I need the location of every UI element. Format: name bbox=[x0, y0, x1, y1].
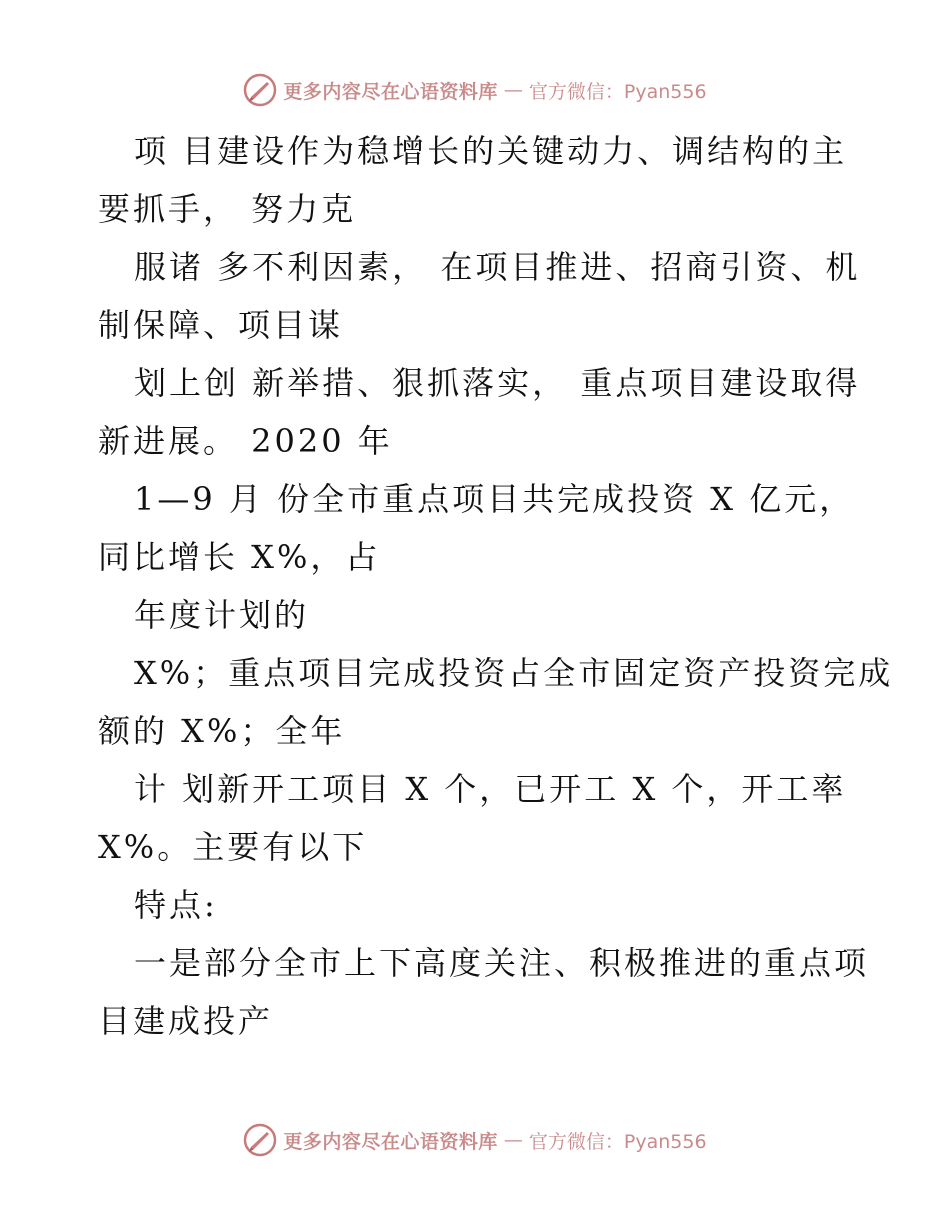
banner-wechat-id: 官方微信：Pyan556 bbox=[528, 1130, 707, 1153]
text-line: 计 划新开工项目 X 个，已开工 X 个，开工率 bbox=[134, 770, 847, 808]
quill-logo-icon bbox=[243, 1123, 277, 1157]
banner-wechat-id: 官方微信：Pyan556 bbox=[528, 80, 707, 103]
banner-separator: — bbox=[503, 1129, 523, 1151]
text-line: X%；重点项目完成投资占全市固定资产投资完成 bbox=[134, 654, 894, 692]
text-line: 要抓手， 努力克 bbox=[98, 190, 357, 228]
text-line: 同比增长 X%，占 bbox=[98, 538, 381, 576]
text-line: 目建成投产 bbox=[98, 1002, 274, 1040]
text-line: 制保障、项目谋 bbox=[98, 306, 344, 344]
text-line: 项 目建设作为稳增长的关键动力、调结构的主 bbox=[134, 132, 848, 170]
text-line: 服诸 多不利因素， 在项目推进、招商引资、机 bbox=[134, 248, 861, 286]
text-line: 新进展。 2020 年 bbox=[98, 422, 393, 460]
text-line: X%。主要有以下 bbox=[98, 828, 368, 866]
banner-promo-text: 更多内容尽在心语资料库 bbox=[283, 1130, 498, 1153]
text-line: 1—9 月 份全市重点项目共完成投资 X 亿元， bbox=[134, 480, 855, 518]
footer-watermark-banner bbox=[0, 1120, 950, 1160]
document-body bbox=[98, 122, 894, 1050]
text-line: 划上创 新举措、狠抓落实， 重点项目建设取得 bbox=[134, 364, 861, 402]
text-line: 一是部分全市上下高度关注、积极推进的重点项 bbox=[134, 944, 870, 982]
text-line: 特点: bbox=[134, 886, 218, 924]
banner-promo-text: 更多内容尽在心语资料库 bbox=[283, 80, 498, 103]
banner-separator: — bbox=[503, 79, 523, 101]
text-line: 额的 X%；全年 bbox=[98, 712, 346, 750]
text-line: 年度计划的 bbox=[134, 596, 310, 634]
quill-logo-icon bbox=[243, 73, 277, 107]
header-watermark-banner bbox=[0, 70, 950, 110]
